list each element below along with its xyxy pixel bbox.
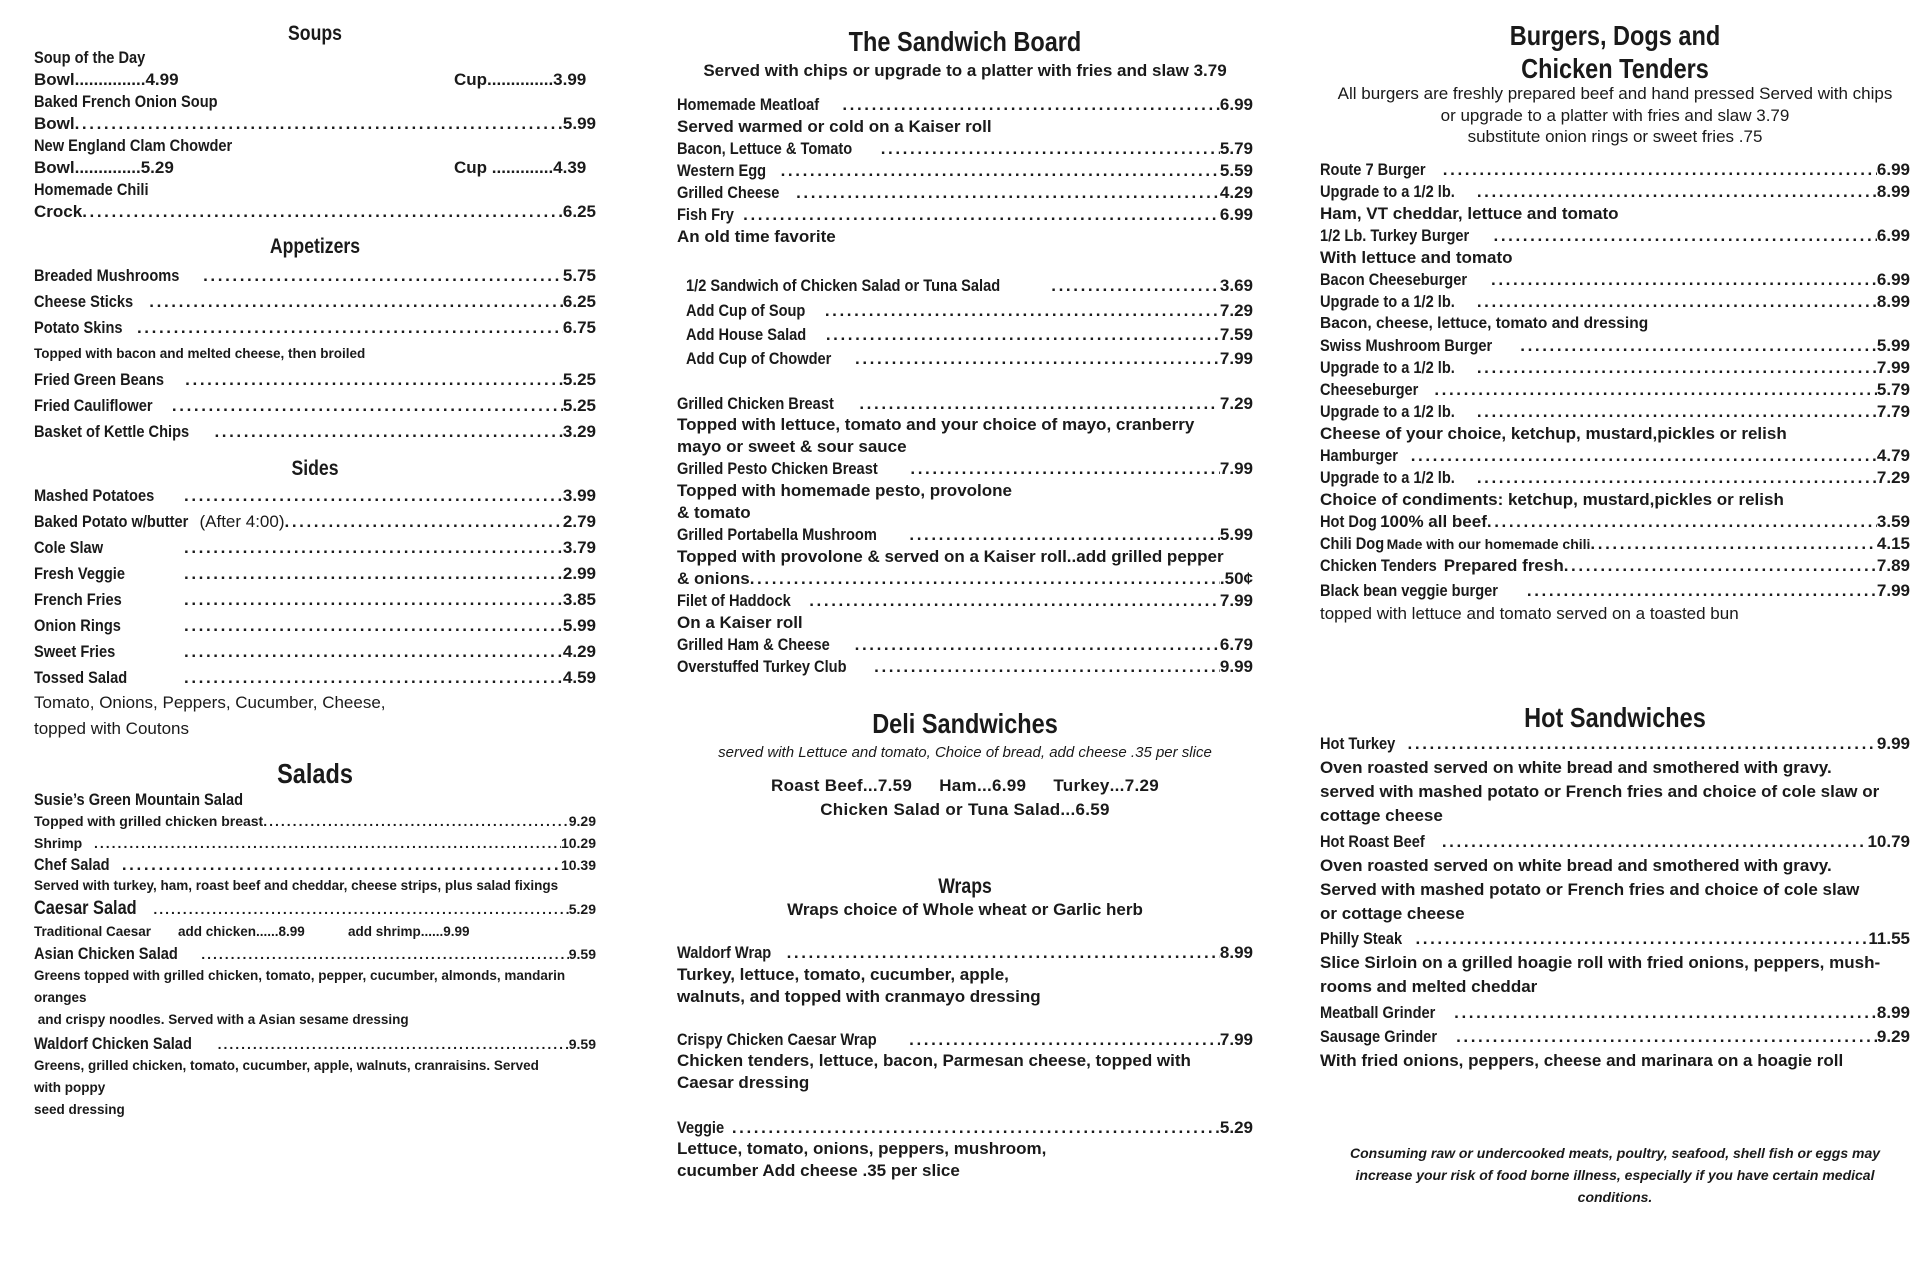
menu-item: 1/2 Sandwich of Chicken Salad or Tuna Salad ..... 3.69 <box>686 276 1253 296</box>
item-description: and crispy noodles. Served with a Asian sesame dressing <box>34 1012 409 1027</box>
menu-item: Tossed Salad ..... 4.59 <box>34 668 596 688</box>
menu-item: Sweet Fries ..... 4.29 <box>34 642 596 662</box>
item-description: topped with Coutons <box>34 719 189 738</box>
menu-item: Bacon Cheeseburger ..... 6.99 <box>1320 270 1910 290</box>
burgers-title-line1: Burgers, Dogs and <box>1509 20 1721 51</box>
menu-item: Caesar Salad ..... 5.29 <box>34 899 596 919</box>
menu-item: Hot Dog 100% all beef ..... 3.59 <box>1320 512 1910 532</box>
food-safety-warning <box>1320 1142 1910 1208</box>
menu-item: Fresh Veggie ..... 2.99 <box>34 564 596 584</box>
chowder-cup-price: Cup .............4.39 <box>454 158 587 177</box>
item-description: topped with lettuce and tomato served on a toasted bun <box>1320 604 1739 623</box>
item-description: On a Kaiser roll <box>677 613 803 632</box>
burgers-intro: All burgers are freshly prepared beef and hand pressed Served with chips <box>1337 84 1893 103</box>
item-description: With fried onions, peppers, cheese and marinara on a hoagie roll <box>1320 1051 1844 1070</box>
menu-item: Shrimp ..... 10.29 <box>34 833 596 853</box>
menu-item: Crock ..... 6.25 <box>34 202 596 222</box>
menu-item: Add Cup of Chowder ..... 7.99 <box>686 349 1253 369</box>
item-description: Chicken tenders, lettuce, bacon, Parmesan cheese, topped with <box>677 1051 1191 1070</box>
menu-item: Potato Skins ..... 6.75 <box>34 318 596 338</box>
menu-item: Cole Slaw ..... 3.79 <box>34 538 596 558</box>
soup-cup-price: Cup..............3.99 <box>454 70 587 89</box>
deli-subtitle: served with Lettuce and tomato, Choice of bread, add cheese .35 per slice <box>718 744 1212 761</box>
menu-item: Swiss Mushroom Burger ..... 5.99 <box>1320 336 1910 356</box>
menu-item: French Fries ..... 3.85 <box>34 590 596 610</box>
menu-item: Chef Salad ..... 10.39 <box>34 855 596 875</box>
deli-title: Deli Sandwiches <box>872 708 1058 739</box>
menu-item: Grilled Chicken Breast ..... . 7.29 <box>677 394 1253 414</box>
menu-item: New England Clam Chowder <box>34 136 233 155</box>
menu-item: Route 7 Burger ..... 6.99 <box>1320 160 1910 180</box>
item-description: Lettuce, tomato, onions, peppers, mushroom, <box>677 1139 1047 1158</box>
warning-line: increase your risk of food borne illness, especially if you have certain medical <box>1355 1167 1875 1183</box>
item-description: Served with mashed potato or French fries and choice of cole slaw <box>1320 880 1860 899</box>
deli-prices-row1: Roast Beef...7.59 Ham...6.99 Turkey...7.29 <box>771 776 1159 795</box>
menu-item: Western Egg ..... 5.59 <box>677 161 1253 181</box>
sandwich-board-title: The Sandwich Board <box>848 26 1082 57</box>
menu-item: Waldorf Chicken Salad ..... 9.59 <box>34 1034 596 1054</box>
menu-item: Topped with grilled chicken breast ..... 9.29 <box>34 811 596 831</box>
item-description: Slice Sirloin on a grilled hoagie roll with fried onions, peppers, mush- <box>1320 953 1881 972</box>
menu-item: Homemade Chili <box>34 180 149 199</box>
menu-item: Grilled Ham & Cheese ..... 6.79 <box>677 635 1253 655</box>
menu-item: Black bean veggie burger ..... 7.99 <box>1320 581 1910 601</box>
menu-item: Upgrade to a 1/2 lb. ..... 7.79 <box>1320 402 1910 422</box>
salads-title: Salads <box>277 758 353 789</box>
item-description: Oven roasted served on white bread and smothered with gravy. <box>1320 856 1832 875</box>
item-description: An old time favorite <box>677 227 836 246</box>
menu-item: Grilled Cheese ..... 4.29 <box>677 183 1253 203</box>
item-description: Cheese of your choice, ketchup, mustard,pickles or relish <box>1320 424 1787 443</box>
menu-item: Grilled Pesto Chicken Breast ..... 7.99 <box>677 459 1253 479</box>
wraps-subtitle: Wraps choice of Whole wheat or Garlic herb <box>787 900 1143 919</box>
item-description: Topped with provolone & served on a Kaiser roll..add grilled pepper <box>677 547 1224 566</box>
item-description: With lettuce and tomato <box>1320 248 1513 267</box>
burgers-intro: substitute onion rings or sweet fries .75 <box>1467 127 1763 146</box>
item-description: Oven roasted served on white bread and smothered with gravy. <box>1320 758 1832 777</box>
item-description: Greens topped with grilled chicken, tomato, pepper, cucumber, almonds, mandarin <box>34 968 566 983</box>
item-description: cottage cheese <box>1320 806 1443 825</box>
menu-item: Hot Roast Beef ..... 10.79 <box>1320 832 1910 852</box>
menu-item: Chicken Tenders Prepared fresh ..... 7.89 <box>1320 556 1910 576</box>
menu-item: Hamburger ..... 4.79 <box>1320 446 1910 466</box>
menu-item: Cheese Sticks ..... 6.25 <box>34 292 596 312</box>
item-description: & tomato <box>677 503 751 522</box>
warning-line: conditions. <box>1577 1189 1653 1205</box>
menu-item: Soup of the Day <box>34 48 146 67</box>
menu-item: Baked French Onion Soup <box>34 92 218 111</box>
item-description: Tomato, Onions, Peppers, Cucumber, Cheese, <box>34 693 386 712</box>
menu-page: Soups Soup of the Day Bowl...............4.99 Cup..............3.99 Baked French Onion Soup Bowl ..... 5.99 New England Clam Chowder Bowl..............5.29 Cup .............4.39 Homemade Chili Crock ..... 6.25 Appetizers Breaded Mushrooms ..... 5.75 Cheese Sticks ..... 6.25 Potato Skins ..... 6.75 Topped with bacon and melted cheese, then broiled Fried Green Beans ..... 5.25 Fried Cauliflower ..... 5.25 Basket of Kettle Chips ..... 3.29 Sides Mashed Potatoes ..... 3.99 Baked Potato w/butter (After 4:00) ..... 2.79 Cole Slaw ..... 3.79 Fresh Veggie ..... 2.99 French Fries ..... 3.85 Onion Rings ..... 5.99 Sweet Fries ..... 4.29 Tossed Salad ..... 4.59 Tomato, Onions, Peppers, Cucumber, Cheese, topped with Coutons Salads Susie’s Green Mountain Salad Topped with grilled chicken breast ..... 9.29 Shrimp ..... 10.29 Chef Salad ..... 10.39 Served with turkey, ham, roast beef and cheddar, cheese strips, plus salad fixings Caesar Salad ..... 5.29 Traditional Caesar add chicken......8.99 add shrimp......9.99 Asian Chicken Salad ..... 9.59 Greens topped with grilled chicken, tomato, pepper, cucumber, almonds, mandarin oranges and crispy noodles. Served with a Asian sesame dressing Waldorf Chicken Salad ..... 9.59 Greens, grilled chicken, tomato, cucumber, apple, walnuts, cranraisins. Served with poppy seed dressing The Sandwich Board Served with chips or upgrade to a platter with fries and slaw 3.79 Homemade Meatloaf ..... 6.99 Served warmed or cold on a Kaiser roll Bacon, Lettuce & Tomato ..... 5.79 Western Egg ..... 5.59 Grilled Cheese ..... 4.29 Fish Fry ..... 6.99 An old time favorite 1/2 Sandwich of Chicken Salad or Tuna Salad ..... 3.69 Add Cup of Soup ..... 7.29 Add House Salad ..... 7.59 Add Cup of Chowder ..... 7.99 Grilled Chicken Breast ..... . 7.29 Topped with lettuce, tomato and your choice of mayo, cranberry mayo or sweet & sour sauce Grilled Pesto Chicken Breast ..... 7.99 Topped with homemade pesto, provolone & tomato Grilled Portabella Mushroom ..... 5.99 Topped with provolone & served on a Kaiser roll..add grilled pepper & onions ..... .50¢ Filet of Haddock ..... 7.99 On a Kaiser roll Grilled Ham & Cheese ..... 6.79 Overstuffed Turkey Club ..... 9.99 Deli Sandwiches served with Lettuce and tomato, Choice of bread, add cheese .35 per slice Roast Beef...7.59 Ham...6.99 Turkey...7.29 Chicken Salad or Tuna Salad...6.59 Wraps Wraps choice of Whole wheat or Garlic herb Waldorf Wrap ..... 8.99 Turkey, lettuce, tomato, cucumber, apple, walnuts, and topped with cranmayo dressing Crispy Chicken Caesar Wrap ..... 7.99 Chicken tenders, lettuce, bacon, Parmesan cheese, topped with Caesar dressing Veggie ..... 5.29 Lettuce, tomato, onions, peppers, mushroom, cucumber Add cheese .35 per slice Burgers, Dogs and Chicken Tenders All burgers are freshly prepared beef and hand pressed Served with chips or upgrade to a platter with fries and slaw 3.79 substitute onion rings or sweet fries .75 Route 7 Burger ..... 6.99 Upgrade to a 1/2 lb. ..... 8.99 Ham, VT cheddar, lettuce and tomato 1/2 Lb. Turkey Burger ..... 6.99 With lettuce and tomato Bacon Cheeseburger ..... 6.99 Upgrade to a 1/2 lb. ..... 8.99 Bacon, cheese, lettuce, tomato and dressing Swiss Mushroom Burger ..... 5.99 Upgrade to a 1/2 lb. ..... 7.99 Cheeseburger ..... 5.79 Upgrade to a 1/2 lb. ..... 7.79 Cheese of your choice, ketchup, mustard,pickles or relish Hamburger ..... 4.79 Upgrade to a 1/2 lb. ..... 7.29 Choice of condiments: ketchup, mustard,pickles or relish Hot Dog 100% all beef ..... 3.59 Chili Dog Made with our homemade chili ..... 4.15 Chicken Tenders Prepared fresh ..... 7.89 Black bean veggie burger ..... 7.99 topped with lettuce and tomato served on a toasted bun Hot Sandwiches Hot Turkey ..... 9.99 Oven roasted served on white bread and smothered with gravy. served with mashed potato or French fries and choice of cole slaw or cottage cheese Hot Roast Beef ..... 10.79 Oven roasted served on white bread and smothered with gravy. Served with mashed potato or French fries and choice of cole slaw or cottage cheese Philly Steak ..... 11.55 Slice Sirloin on a grilled hoagie roll with fried onions, peppers, mush- rooms and melted cheddar Meatball Grinder ..... 8.99 Sausage Grinder ..... 9.29 With fried onions, peppers, cheese and marinara on a hoagie roll Consuming raw or undercooked meats, poultry, seafood, shell fish or eggs may increase your risk of food borne illness, especially if you have certain medical conditions. <box>0 0 1921 1281</box>
menu-item: Grilled Portabella Mushroom ..... 5.99 <box>677 525 1253 545</box>
menu-item: Mashed Potatoes ..... 3.99 <box>34 486 596 506</box>
menu-item: Overstuffed Turkey Club ..... 9.99 <box>677 657 1253 677</box>
item-description: with poppy <box>34 1080 106 1095</box>
item-description: Bacon, cheese, lettuce, tomato and dressing <box>1320 315 1649 332</box>
sandwich-board-subtitle: Served with chips or upgrade to a platter with fries and slaw 3.79 <box>703 61 1227 80</box>
menu-item: 1/2 Lb. Turkey Burger ..... 6.99 <box>1320 226 1910 246</box>
item-description: cucumber Add cheese .35 per slice <box>677 1161 960 1180</box>
menu-item: Veggie ..... 5.29 <box>677 1118 1253 1138</box>
menu-item: Bacon, Lettuce & Tomato ..... 5.79 <box>677 139 1253 159</box>
hot-sandwiches-title: Hot Sandwiches <box>1524 702 1706 733</box>
item-description: & onions ..... .50¢ <box>677 569 1253 589</box>
menu-item: Add House Salad ..... 7.59 <box>686 325 1253 345</box>
menu-item: Upgrade to a 1/2 lb. ..... 8.99 <box>1320 292 1910 312</box>
menu-item: Baked Potato w/butter (After 4:00) ..... 2.79 <box>34 512 596 532</box>
menu-item: Homemade Meatloaf ..... 6.99 <box>677 95 1253 115</box>
sides-title: Sides <box>291 457 339 480</box>
item-description: Topped with homemade pesto, provolone <box>677 481 1012 500</box>
item-description: seed dressing <box>34 1102 125 1117</box>
menu-item: Upgrade to a 1/2 lb. ..... 7.99 <box>1320 358 1910 378</box>
item-description: Caesar dressing <box>677 1073 810 1092</box>
item-description: Turkey, lettuce, tomato, cucumber, apple, <box>677 965 1009 984</box>
item-description: Topped with bacon and melted cheese, then broiled <box>34 346 366 361</box>
menu-item: Sausage Grinder ..... 9.29 <box>1320 1027 1910 1047</box>
menu-item: Bowl ..... 5.99 <box>34 114 596 134</box>
item-description: Choice of condiments: ketchup, mustard,pickles or relish <box>1320 490 1784 509</box>
menu-item: Asian Chicken Salad ..... 9.59 <box>34 944 596 964</box>
menu-item: Meatball Grinder ..... 8.99 <box>1320 1003 1910 1023</box>
appetizers-title: Appetizers <box>269 235 361 258</box>
item-description: Topped with lettuce, tomato and your choice of mayo, cranberry <box>677 415 1195 434</box>
menu-item: Add Cup of Soup ..... 7.29 <box>686 301 1253 321</box>
item-description: walnuts, and topped with cranmayo dressing <box>677 987 1041 1006</box>
item-description: mayo or sweet & sour sauce <box>677 437 907 456</box>
item-description: served with mashed potato or French fries and choice of cole slaw or <box>1320 782 1880 801</box>
item-description: Served warmed or cold on a Kaiser roll <box>677 117 992 136</box>
menu-item: Basket of Kettle Chips ..... 3.29 <box>34 422 596 442</box>
menu-item: Fried Cauliflower ..... 5.25 <box>34 396 596 416</box>
soup-bowl-price: Bowl...............4.99 <box>34 70 179 89</box>
soups-title: Soups <box>288 22 342 45</box>
chowder-bowl-price: Bowl..............5.29 <box>34 158 174 177</box>
menu-item: Cheeseburger ..... 5.79 <box>1320 380 1910 400</box>
menu-item: Onion Rings ..... 5.99 <box>34 616 596 636</box>
menu-item: Susie’s Green Mountain Salad <box>34 790 244 809</box>
item-description: oranges <box>34 990 87 1005</box>
item-description: Ham, VT cheddar, lettuce and tomato <box>1320 204 1619 223</box>
menu-item: Chili Dog Made with our homemade chili ..... 4.15 <box>1320 534 1910 554</box>
menu-item: Upgrade to a 1/2 lb. ..... 8.99 <box>1320 182 1910 202</box>
item-description: or cottage cheese <box>1320 904 1465 923</box>
menu-item: Upgrade to a 1/2 lb. ..... 7.29 <box>1320 468 1910 488</box>
menu-item: Hot Turkey ..... 9.99 <box>1320 734 1910 754</box>
deli-prices-row2: Chicken Salad or Tuna Salad...6.59 <box>820 800 1110 819</box>
menu-item: Filet of Haddock ..... 7.99 <box>677 591 1253 611</box>
menu-item: Waldorf Wrap ..... 8.99 <box>677 943 1253 963</box>
menu-item: Fish Fry ..... 6.99 <box>677 205 1253 225</box>
wraps-title: Wraps <box>938 875 992 898</box>
menu-item: Philly Steak ..... 11.55 <box>1320 929 1910 949</box>
item-description: rooms and melted cheddar <box>1320 977 1538 996</box>
menu-item: Fried Green Beans ..... 5.25 <box>34 370 596 390</box>
warning-line: Consuming raw or undercooked meats, poultry, seafood, shell fish or eggs may <box>1349 1145 1881 1161</box>
burgers-intro: or upgrade to a platter with fries and slaw 3.79 <box>1440 106 1790 125</box>
menu-item: Breaded Mushrooms ..... 5.75 <box>34 266 596 286</box>
item-description: Greens, grilled chicken, tomato, cucumber, apple, walnuts, cranraisins. Served <box>34 1058 539 1073</box>
item-description: Served with turkey, ham, roast beef and cheddar, cheese strips, plus salad fixings <box>34 878 559 893</box>
menu-item: Crispy Chicken Caesar Wrap ..... 7.99 <box>677 1030 1253 1050</box>
burgers-title-line2: Chicken Tenders <box>1521 53 1709 84</box>
